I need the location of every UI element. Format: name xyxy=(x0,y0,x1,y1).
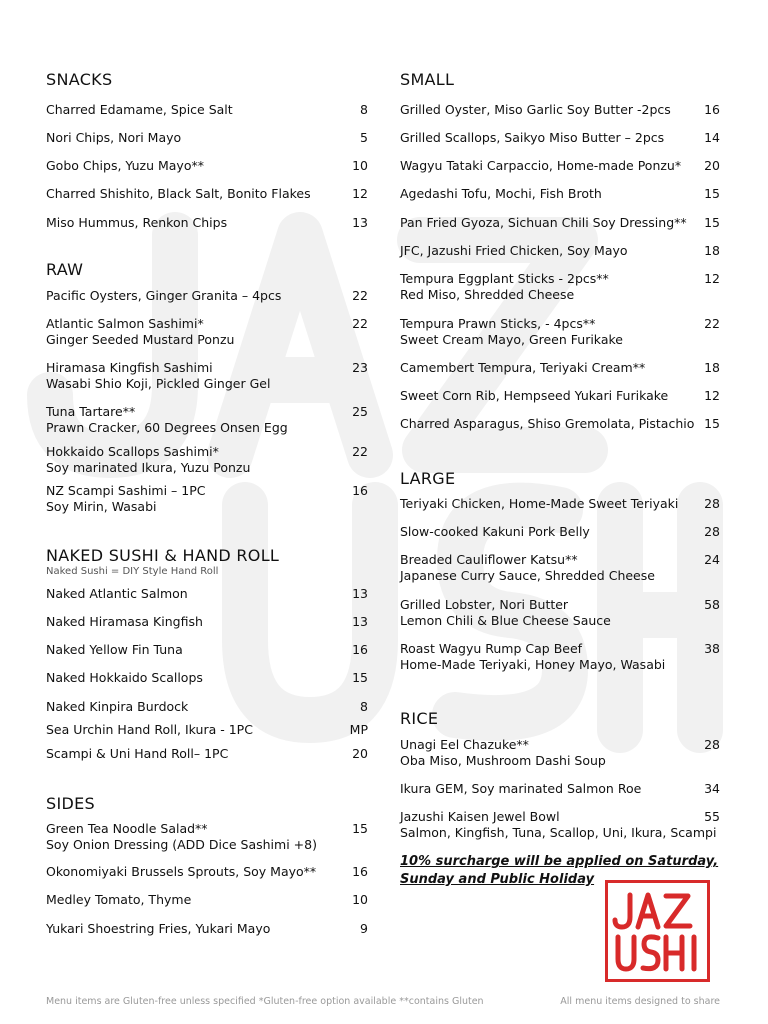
item-description: Japanese Curry Sauce, Shredded Cheese xyxy=(400,568,655,583)
item-description: Wasabi Shio Koji, Pickled Ginger Gel xyxy=(46,376,271,391)
item-name: Breaded Cauliflower Katsu** xyxy=(400,552,578,567)
item-price: 16 xyxy=(704,102,720,117)
menu-item xyxy=(400,388,720,404)
menu-item xyxy=(400,781,720,797)
item-name: Unagi Eel Chazuke** xyxy=(400,737,529,752)
item-price: 8 xyxy=(360,102,368,117)
menu-item xyxy=(46,288,372,304)
item-name: Naked Yellow Fin Tuna xyxy=(46,642,183,657)
item-name: Miso Hummus, Renkon Chips xyxy=(46,215,228,230)
item-price: 16 xyxy=(352,483,368,498)
menu-item xyxy=(46,483,372,515)
section-title-raw: RAW xyxy=(46,260,84,279)
item-price: 13 xyxy=(352,614,368,629)
menu-item xyxy=(400,243,720,259)
item-name: Gobo Chips, Yuzu Mayo** xyxy=(46,158,204,173)
item-name: Slow-cooked Kakuni Pork Belly xyxy=(400,524,590,539)
menu-item xyxy=(46,864,372,880)
item-name: Nori Chips, Nori Mayo xyxy=(46,130,182,145)
item-name: Pan Fried Gyoza, Sichuan Chili Soy Dressing** xyxy=(400,215,687,230)
menu-item xyxy=(400,524,720,540)
item-name: Grilled Scallops, Saikyo Miso Butter – 2pcs xyxy=(400,130,665,145)
item-name: Charred Edamame, Spice Salt xyxy=(46,102,233,117)
item-name: Naked Hiramasa Kingfish xyxy=(46,614,203,629)
item-price: 16 xyxy=(352,642,368,657)
item-price: 13 xyxy=(352,586,368,601)
item-name: Hiramasa Kingfish Sashimi xyxy=(46,360,213,375)
menu-item xyxy=(400,641,720,673)
item-name: Agedashi Tofu, Mochi, Fish Broth xyxy=(400,186,602,201)
menu-item xyxy=(46,586,372,602)
surcharge-line-2: Sunday and Public Holiday xyxy=(400,872,595,887)
menu-item xyxy=(46,215,372,231)
item-price: 5 xyxy=(360,130,368,145)
menu-item xyxy=(400,215,720,231)
item-price: 12 xyxy=(352,186,368,201)
item-price: 24 xyxy=(704,552,720,567)
item-name: Yukari Shoestring Fries, Yukari Mayo xyxy=(46,921,271,936)
item-price: 22 xyxy=(352,444,368,459)
item-price: 15 xyxy=(704,215,720,230)
menu-item xyxy=(46,821,372,853)
menu-item xyxy=(400,360,720,376)
footer-share-note: All menu items designed to share xyxy=(560,996,720,1007)
item-price: 16 xyxy=(352,864,368,879)
item-name: Camembert Tempura, Teriyaki Cream** xyxy=(400,360,646,375)
item-description: Lemon Chili & Blue Cheese Sauce xyxy=(400,613,611,628)
item-price: 10 xyxy=(352,892,368,907)
item-description: Salmon, Kingfish, Tuna, Scallop, Uni, Ikura, Scampi xyxy=(400,825,717,840)
item-price: 22 xyxy=(704,316,720,331)
section-title-snacks: SNACKS xyxy=(46,70,113,89)
menu-item xyxy=(400,416,720,432)
section-title-large: LARGE xyxy=(400,469,456,488)
menu-item xyxy=(46,892,372,908)
logo-lettering-icon xyxy=(608,883,707,979)
item-description: Ginger Seeded Mustard Ponzu xyxy=(46,332,235,347)
item-name: Okonomiyaki Brussels Sprouts, Soy Mayo** xyxy=(46,864,317,879)
item-name: Tuna Tartare** xyxy=(46,404,136,419)
menu-item xyxy=(400,271,720,303)
menu-item xyxy=(46,404,372,436)
item-price: 28 xyxy=(704,496,720,511)
item-description: Home-Made Teriyaki, Honey Mayo, Wasabi xyxy=(400,657,666,672)
menu-item xyxy=(46,158,372,174)
item-name: NZ Scampi Sashimi – 1PC xyxy=(46,483,206,498)
item-price: 15 xyxy=(704,416,720,431)
item-price: 15 xyxy=(352,670,368,685)
menu-item xyxy=(46,102,372,118)
item-price: 14 xyxy=(704,130,720,145)
item-description: Soy Onion Dressing (ADD Dice Sashimi +8) xyxy=(46,837,317,852)
item-price: 20 xyxy=(704,158,720,173)
item-name: Teriyaki Chicken, Home-Made Sweet Teriyaki xyxy=(400,496,679,511)
menu-item xyxy=(400,316,720,348)
section-title-small: SMALL xyxy=(400,70,455,89)
menu-item xyxy=(400,102,720,118)
item-name: Sea Urchin Hand Roll, Ikura - 1PC xyxy=(46,722,253,737)
item-name: Charred Shishito, Black Salt, Bonito Flakes xyxy=(46,186,311,201)
item-price: 15 xyxy=(352,821,368,836)
item-description: Soy Mirin, Wasabi xyxy=(46,499,157,514)
item-description: Prawn Cracker, 60 Degrees Onsen Egg xyxy=(46,420,288,435)
item-name: Scampi & Uni Hand Roll– 1PC xyxy=(46,746,229,761)
menu-item xyxy=(400,737,720,769)
item-description: Oba Miso, Mushroom Dashi Soup xyxy=(400,753,606,768)
item-price: 55 xyxy=(704,809,720,824)
menu-item xyxy=(46,360,372,392)
menu-item xyxy=(46,746,372,762)
menu-item xyxy=(400,130,720,146)
item-price: 9 xyxy=(360,921,368,936)
menu-item xyxy=(46,642,372,658)
menu-item xyxy=(400,597,720,629)
menu-item xyxy=(46,444,372,476)
item-name: JFC, Jazushi Fried Chicken, Soy Mayo xyxy=(400,243,628,258)
menu-item xyxy=(46,670,372,686)
item-name: Atlantic Salmon Sashimi* xyxy=(46,316,204,331)
item-price: 34 xyxy=(704,781,720,796)
menu-item xyxy=(400,496,720,512)
item-description: Sweet Cream Mayo, Green Furikake xyxy=(400,332,623,347)
item-price: 28 xyxy=(704,524,720,539)
section-title-rice: RICE xyxy=(400,709,439,728)
item-price: 18 xyxy=(704,243,720,258)
menu-item xyxy=(46,921,372,937)
menu-item xyxy=(46,186,372,202)
item-price: 58 xyxy=(704,597,720,612)
item-price: 22 xyxy=(352,316,368,331)
item-name: Medley Tomato, Thyme xyxy=(46,892,192,907)
surcharge-line-1: 10% surcharge will be applied on Saturday, xyxy=(400,854,719,869)
footer-gluten-note: Menu items are Gluten-free unless specified *Gluten-free option available **contains Gluten xyxy=(46,996,484,1007)
item-name: Charred Asparagus, Shiso Gremolata, Pistachio xyxy=(400,416,695,431)
item-name: Tempura Prawn Sticks, - 4pcs** xyxy=(400,316,596,331)
menu-item xyxy=(46,316,372,348)
item-description: Red Miso, Shredded Cheese xyxy=(400,287,575,302)
item-name: Pacific Oysters, Ginger Granita – 4pcs xyxy=(46,288,282,303)
menu-item xyxy=(46,130,372,146)
item-price: 20 xyxy=(352,746,368,761)
item-price: 13 xyxy=(352,215,368,230)
menu-item xyxy=(400,186,720,202)
menu-item xyxy=(400,552,720,584)
menu-item xyxy=(400,809,720,841)
item-price: 22 xyxy=(352,288,368,303)
item-price: 12 xyxy=(704,388,720,403)
menu-item xyxy=(46,614,372,630)
item-price: 12 xyxy=(704,271,720,286)
item-name: Jazushi Kaisen Jewel Bowl xyxy=(400,809,560,824)
item-price: 15 xyxy=(704,186,720,201)
item-price: 23 xyxy=(352,360,368,375)
item-name: Naked Hokkaido Scallops xyxy=(46,670,203,685)
item-description: Soy marinated Ikura, Yuzu Ponzu xyxy=(46,460,251,475)
item-price: 25 xyxy=(352,404,368,419)
item-name: Grilled Oyster, Miso Garlic Soy Butter -2pcs xyxy=(400,102,671,117)
item-name: Hokkaido Scallops Sashimi* xyxy=(46,444,219,459)
item-price: 28 xyxy=(704,737,720,752)
item-price: 8 xyxy=(360,699,368,714)
item-name: Grilled Lobster, Nori Butter xyxy=(400,597,569,612)
item-name: Wagyu Tataki Carpaccio, Home-made Ponzu* xyxy=(400,158,682,173)
section-title-naked-sushi: NAKED SUSHI & HAND ROLL xyxy=(46,546,280,565)
menu-item xyxy=(46,699,372,715)
item-price: 10 xyxy=(352,158,368,173)
item-price: 18 xyxy=(704,360,720,375)
section-subtitle: Naked Sushi = DIY Style Hand Roll xyxy=(46,566,219,577)
section-title-sides: SIDES xyxy=(46,794,95,813)
item-name: Roast Wagyu Rump Cap Beef xyxy=(400,641,583,656)
menu-item xyxy=(400,158,720,174)
item-name: Naked Atlantic Salmon xyxy=(46,586,188,601)
item-price: MP xyxy=(349,722,368,737)
item-name: Sweet Corn Rib, Hempseed Yukari Furikake xyxy=(400,388,669,403)
item-name: Tempura Eggplant Sticks - 2pcs** xyxy=(400,271,609,286)
item-name: Green Tea Noodle Salad** xyxy=(46,821,208,836)
item-name: Naked Kinpira Burdock xyxy=(46,699,189,714)
menu-item xyxy=(46,722,372,738)
item-name: Ikura GEM, Soy marinated Salmon Roe xyxy=(400,781,642,796)
item-price: 38 xyxy=(704,641,720,656)
jazushi-logo xyxy=(605,880,710,982)
